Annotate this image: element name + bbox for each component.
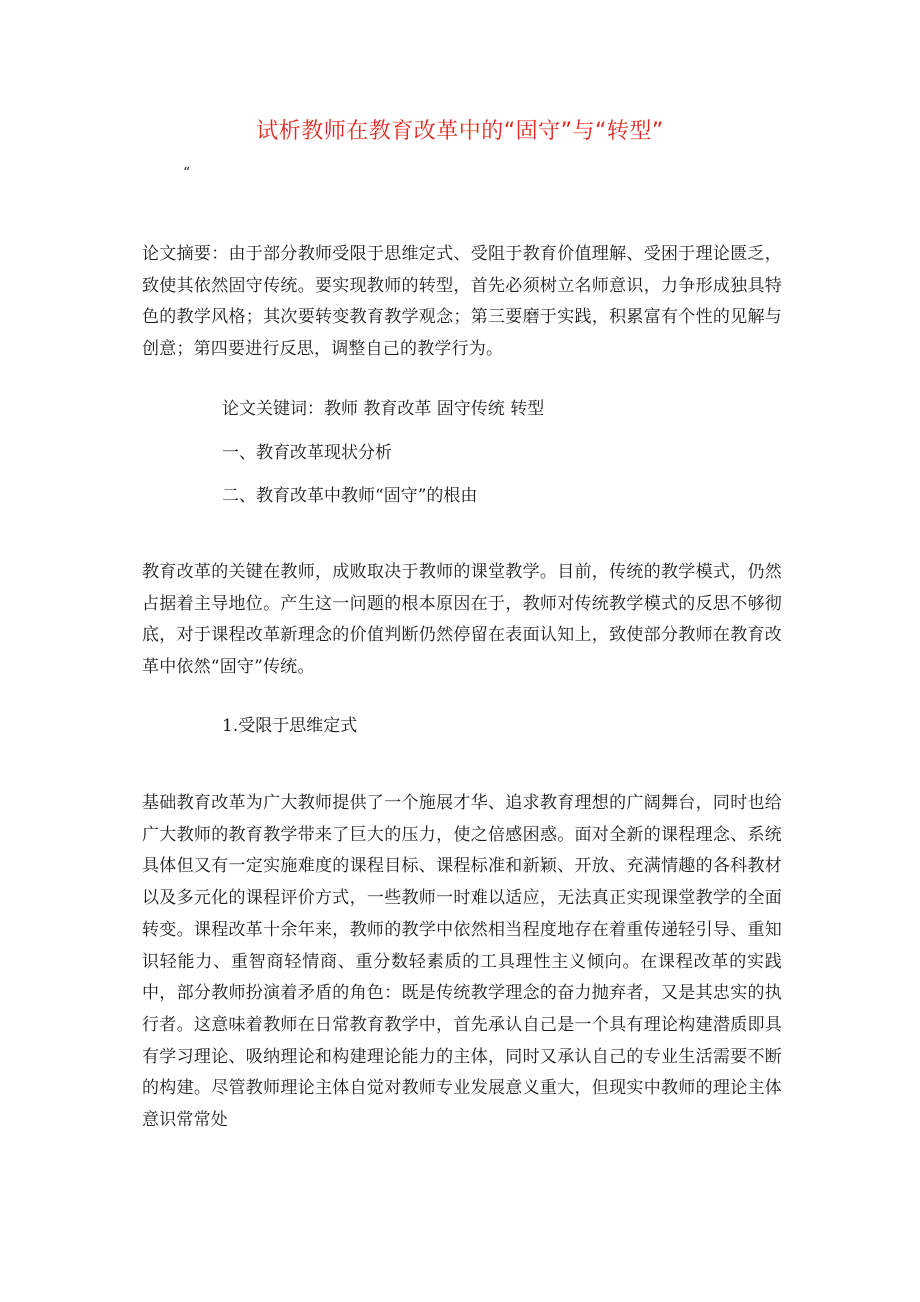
section-heading-1: 一、教育改革现状分析 [222,443,392,463]
document-title: 试析教师在教育改革中的“固守”与“转型” [256,119,664,144]
section-heading-2: 二、教育改革中教师“固守”的根由 [222,486,478,506]
abstract-paragraph: 论文摘要：由于部分教师受限于思维定式、受阻于教育价值理解、受困于理论匮乏，致使其依然固守传统。要实现教师的转型，首先必须树立名师意识，力争形成独具特色的教学风格；其次要转变教育教学观念；第三要磨于实践，积累富有个性的见解与创意；第四要进行反思，调整自己的教学行为。 [142,244,782,360]
sub-heading-1: 1.受限于思维定式 [222,716,358,736]
body-paragraph-1: 教育改革的关键在教师，成败取决于教师的课堂教学。目前，传统的教学模式，仍然占据着主导地位。产生这一问题的根本原因在于，教师对传统教学模式的反思不够彻底，对于课程改革新理念的价值判断仍然停留在表面认知上，致使部分教师在教育改革中依然“固守”传统。 [142,562,782,678]
keywords-line: 论文关键词：教师 教育改革 固守传统 转型 [222,399,545,419]
stray-quote-mark: “ [183,165,191,181]
body-paragraph-2: 基础教育改革为广大教师提供了一个施展才华、追求教育理想的广阔舞台，同时也给广大教师的教育教学带来了巨大的压力，使之倍感困惑。面对全新的课程理念、系统具体但又有一定实施难度的课程目标、课程标准和新颖、开放、充满情趣的各科教材以及多元化的课程评价方式，一些教师一时难以适应，无法真正实现课堂教学的全面转变。课程改革十余年来，教师的教学中依然相当程度地存在着重传递轻引导、重知识轻能力、重智商轻情商、重分数轻素质的工具理性主义倾向。在课程改革的实践中，部分教师扮演着矛盾的角色：既是传统教学理念的奋力抛弃者，又是其忠实的执行者。这意味着教师在日常教育教学中，首先承认自己是一个具有理论构建潜质即具有学习理论、吸纳理论和构建理论能力的主体，同时又承认自己的专业生活需要不断的构建。尽管教师理论主体自觉对教师专业发展意义重大，但现实中教师的理论主体意识常常处 [142,793,782,1131]
